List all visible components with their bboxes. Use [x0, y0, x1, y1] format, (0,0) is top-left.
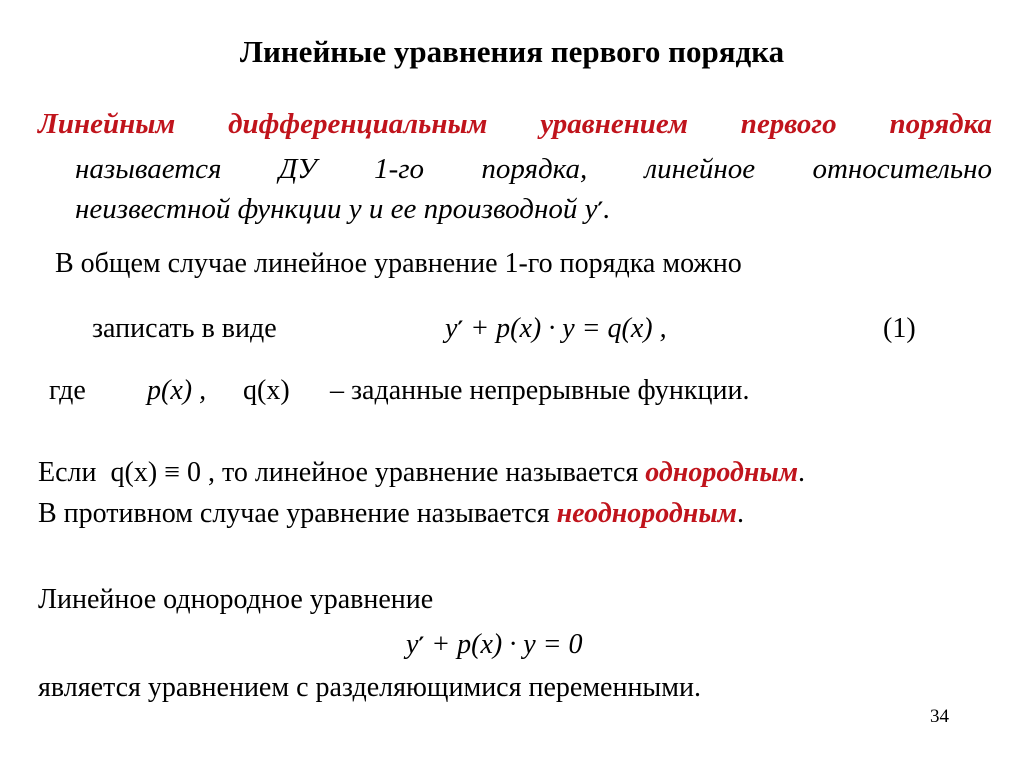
where-p: p(x) , [147, 375, 207, 406]
definition-line-3-end: . [603, 193, 611, 225]
homogeneous-line [38, 457, 805, 489]
homogeneous-equation [406, 629, 583, 661]
homogeneous-equation-conclusion: является уравнением с разделяющимися переменными. [38, 672, 701, 703]
equation-1-rest: + p(x) · y = q(x) , [470, 313, 667, 344]
where-q: q(x) [243, 375, 290, 406]
definition-line-3 [75, 193, 611, 226]
page-number: 34 [930, 706, 949, 727]
homogeneous-middle: то линейное уравнение называется [221, 457, 639, 488]
equation-1 [445, 313, 667, 345]
homogeneous-equation-y: y [406, 629, 419, 660]
equation-1-y: y [445, 313, 458, 344]
homogeneous-condition: q(x) ≡ 0 , [110, 457, 215, 488]
slide-title: Линейные уравнения первого порядка [239, 34, 785, 69]
homogeneous-equation-rest: + p(x) · y = 0 [431, 629, 583, 660]
inhomogeneous-line [38, 498, 744, 530]
homogeneous-end: . [798, 457, 806, 488]
equation-number: (1) [883, 313, 916, 344]
inhomogeneous-term: неоднородным [556, 498, 737, 529]
general-case-line-1: В общем случае линейное уравнение 1-го порядка можно [55, 248, 742, 279]
homogeneous-term: однородным [645, 457, 799, 488]
prime-symbol: ′ [597, 199, 604, 224]
general-case-line-2: записать в виде [92, 313, 277, 344]
homogeneous-prefix: Если [38, 457, 97, 488]
definition-line-2: называется ДУ 1-го порядка, линейное относительно [75, 153, 992, 185]
homogeneous-equation-prime: ′ [418, 634, 425, 659]
definition-term: Линейным дифференциальным уравнением первого порядка [38, 108, 992, 140]
where-description: – заданные непрерывные функции. [330, 375, 750, 406]
inhomogeneous-text: В противном случае уравнение называется [38, 498, 550, 529]
equation-1-prime: ′ [457, 318, 464, 343]
definition-line-3-text: неизвестной функции y и ее производной y [75, 193, 598, 225]
where-label: где [49, 375, 86, 406]
inhomogeneous-end: . [736, 498, 744, 529]
homogeneous-equation-intro: Линейное однородное уравнение [38, 584, 434, 615]
